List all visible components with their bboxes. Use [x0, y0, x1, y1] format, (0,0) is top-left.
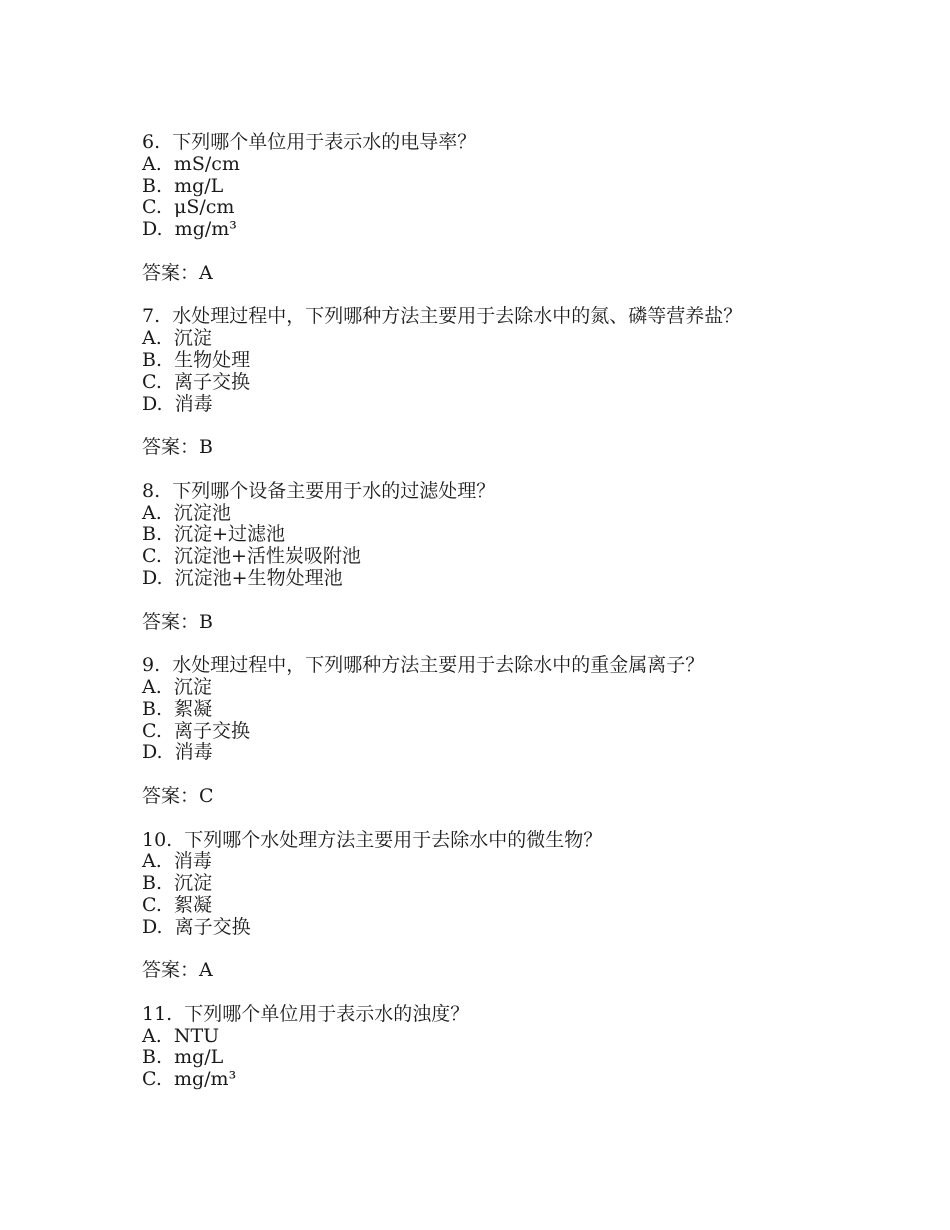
option-d: D. 离子交换 — [142, 915, 251, 938]
answer-line: 答案：A — [142, 959, 213, 982]
question-11 — [142, 1004, 802, 1091]
option-b: B. 生物处理 — [142, 348, 251, 371]
option-a: A. mS/cm — [142, 152, 240, 175]
question-8 — [142, 481, 802, 634]
option-a: A. 消毒 — [142, 850, 212, 873]
question-stem: 7. 水处理过程中，下列哪种方法主要用于去除水中的氮、磷等营养盐？ — [142, 305, 743, 328]
option-a: A. NTU — [142, 1024, 220, 1047]
option-b: B. 絮凝 — [142, 697, 213, 720]
question-stem: 9. 水处理过程中，下列哪种方法主要用于去除水中的重金属离子？ — [142, 654, 705, 677]
option-b: B. mg/L — [142, 174, 224, 197]
option-d: D. 消毒 — [142, 741, 213, 764]
option-a: A. 沉淀 — [142, 327, 212, 350]
option-b: B. mg/L — [142, 1046, 224, 1069]
document-page — [142, 132, 802, 1091]
question-6 — [142, 132, 802, 285]
option-a: A. 沉淀池 — [142, 501, 231, 524]
answer-line: 答案：C — [142, 784, 214, 807]
option-c: C. 沉淀池+活性炭吸附池 — [142, 545, 361, 568]
option-d: D. 消毒 — [142, 392, 213, 415]
option-c: C. 离子交换 — [142, 370, 250, 393]
question-stem: 10. 下列哪个水处理方法主要用于去除水中的微生物？ — [142, 828, 603, 851]
option-c: C. mg/m³ — [142, 1068, 237, 1091]
answer-line: 答案：A — [142, 261, 213, 284]
question-7 — [142, 306, 802, 459]
question-9 — [142, 655, 802, 808]
question-stem: 8. 下列哪个设备主要用于水的过滤处理？ — [142, 479, 496, 502]
option-c: C. μS/cm — [142, 196, 235, 219]
answer-line: 答案：B — [142, 610, 213, 633]
question-stem: 11. 下列哪个单位用于表示水的浊度？ — [142, 1002, 470, 1025]
option-c: C. 絮凝 — [142, 893, 212, 916]
option-b: B. 沉淀 — [142, 872, 213, 895]
option-d: D. 沉淀池+生物处理池 — [142, 566, 343, 589]
option-a: A. 沉淀 — [142, 675, 212, 698]
option-c: C. 离子交换 — [142, 719, 250, 742]
answer-line: 答案：B — [142, 436, 213, 459]
option-b: B. 沉淀+过滤池 — [142, 523, 286, 546]
option-d: D. mg/m³ — [142, 218, 237, 241]
question-stem: 6. 下列哪个单位用于表示水的电导率？ — [142, 131, 477, 153]
question-10 — [142, 830, 802, 983]
